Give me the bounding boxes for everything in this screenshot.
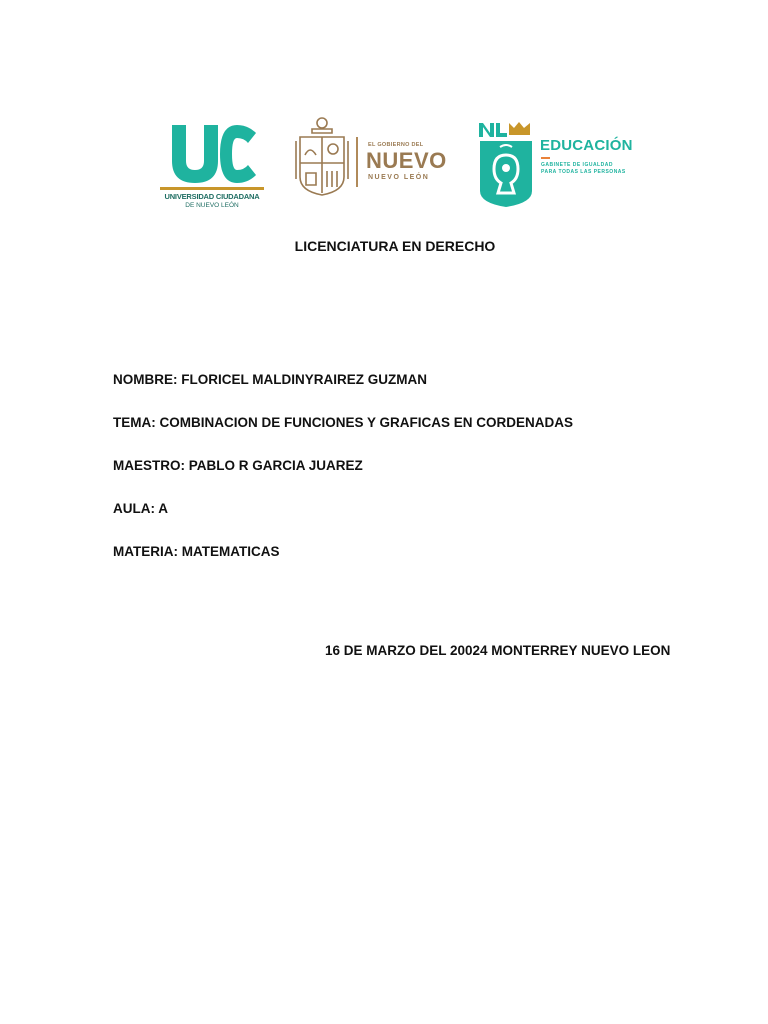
uc-logo-mark — [168, 123, 258, 185]
gobierno-foot-text: NUEVO LEÓN — [368, 174, 430, 181]
date-location-line: 16 DE MARZO DEL 20024 MONTERREY NUEVO LEON — [325, 643, 671, 658]
educacion-title: EDUCACIÓN — [540, 137, 633, 154]
nl-educacion-mark — [478, 119, 534, 209]
nl-educacion-logo — [478, 119, 648, 211]
logo-header — [0, 115, 768, 215]
coat-of-arms-icon — [294, 115, 350, 199]
tema-line: TEMA: COMBINACION DE FUNCIONES Y GRAFICAS EN CORDENADAS — [113, 415, 574, 430]
uc-subtitle: DE NUEVO LEÓN — [185, 202, 239, 209]
divider — [356, 137, 358, 187]
uc-name: UNIVERSIDAD CIUDADANA — [164, 192, 260, 201]
maestro-line: MAESTRO: PABLO R GARCIA JUAREZ — [113, 458, 363, 473]
gobierno-small-text: EL GOBIERNO DEL — [368, 142, 424, 148]
aula-line: AULA: A — [113, 501, 168, 516]
gobierno-nuevo-leon-logo — [294, 115, 454, 201]
uc-accent-bar — [160, 187, 264, 190]
uc-logo — [158, 123, 268, 218]
gobierno-big-text: NUEVO — [366, 148, 447, 173]
materia-line: MATERIA: MATEMATICAS — [113, 544, 280, 559]
educacion-accent-dash — [541, 157, 550, 159]
document-heading: LICENCIATURA EN DERECHO — [294, 238, 496, 254]
educacion-subtitle-2: PARA TODAS LAS PERSONAS — [541, 169, 626, 175]
educacion-subtitle-1: GABINETE DE IGUALDAD — [541, 162, 613, 168]
nombre-line: NOMBRE: FLORICEL MALDINYRAIREZ GUZMAN — [113, 372, 427, 387]
